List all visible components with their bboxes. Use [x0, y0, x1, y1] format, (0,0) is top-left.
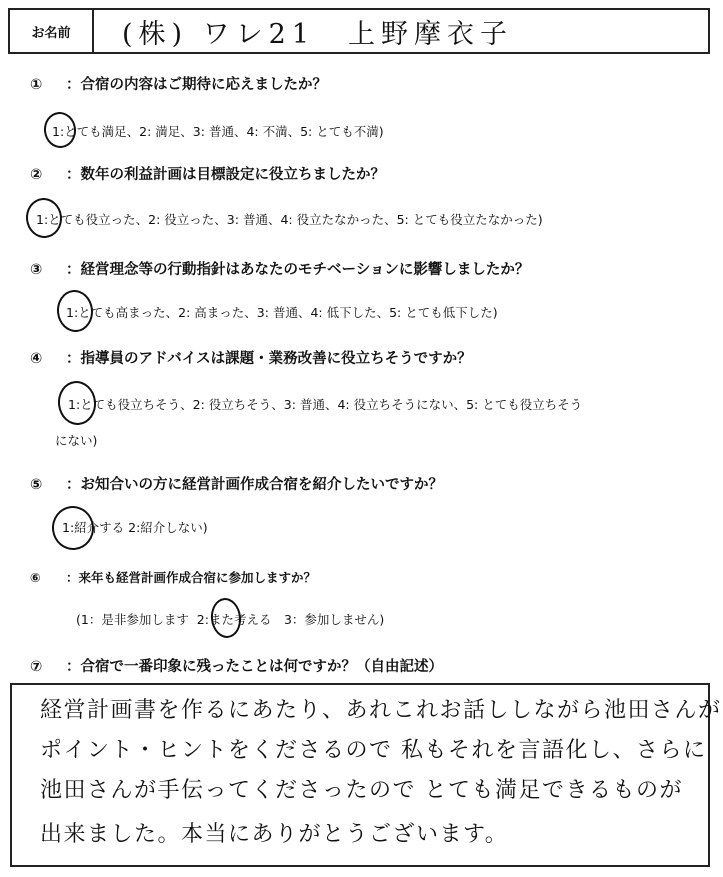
answer-options-1 [52, 122, 384, 140]
question-4 [30, 347, 472, 368]
option-list: とても高まった、2: 高まった、3: 普通、4: 低下した、5: とても低下した) [78, 305, 498, 320]
option-list: また考える 3：参加しません) [208, 612, 385, 627]
free-response-line: 出来ました。本当にありがとうございます。 [40, 822, 509, 847]
question-2 [30, 163, 385, 184]
question-text: ：数年の利益計画は目標設定に役立ちましたか？ [66, 167, 385, 183]
question-5 [30, 473, 443, 494]
option-list: 紹介する 2:紹介しない) [74, 520, 208, 535]
free-response-line: 池田さんが手伝ってくださったので とても満足できるものが [40, 778, 683, 803]
answer-circle-mark [42, 110, 78, 149]
question-number: ③ [30, 262, 43, 278]
question-number: ① [30, 77, 43, 93]
answer-circle-mark [55, 288, 95, 334]
option-list-before: (1：是非参加します [76, 612, 189, 627]
question-text: ：経営理念等の行動指針はあなたのモチベーションに影響しましたか？ [66, 262, 530, 278]
answer-circle-mark [50, 504, 96, 552]
option-list: とても満足、2: 満足、3: 普通、4: 不満、5: とても不満) [64, 124, 384, 139]
answer-options-4 [68, 395, 582, 413]
question-number: ⑥ [30, 570, 41, 585]
answer-options-2 [36, 210, 543, 228]
selected-option: 1: [36, 212, 49, 227]
answer-options-4-continued: にない) [55, 433, 98, 448]
name-label: お名前 [10, 10, 94, 52]
question-6 [30, 568, 316, 586]
name-field [8, 8, 710, 54]
option-list: とても役立った、2: 役立った、3: 普通、4: 役立たなかった、5: とても役立たなかった) [48, 212, 543, 227]
question-3 [30, 258, 529, 279]
question-7 [30, 655, 443, 676]
free-response-line: 経営計画書を作るにあたり、あれこれお話ししながら池田さんが [40, 698, 722, 723]
question-number: ⑤ [30, 477, 43, 493]
question-text: ：お知合いの方に経営計画作成合宿を紹介したいですか？ [66, 477, 443, 493]
question-text: ：指導員のアドバイスは課題・業務改善に役立ちそうですか？ [66, 351, 472, 367]
answer-circle-mark [56, 379, 98, 427]
selected-option: 2: [196, 612, 209, 627]
question-number: ② [30, 167, 43, 183]
option-list: とても役立ちそう、2: 役立ちそう、3: 普通、4: 役立ちそうにない、5: とても役立ちそう [80, 397, 583, 412]
free-response-box [10, 683, 722, 867]
question-number: ⑦ [30, 659, 43, 675]
answer-options-3 [66, 303, 498, 321]
name-value: (株) ワレ21 上野摩衣子 [122, 18, 514, 50]
selected-option: 1: [52, 124, 65, 139]
free-response-line: ポイント・ヒントをくださるので 私もそれを言語化し、さらに [40, 738, 707, 763]
question-text: ：来年も経営計画作成合宿に参加しますか？ [66, 570, 317, 585]
answer-circle-mark [24, 196, 64, 240]
selected-option: 1: [68, 397, 81, 412]
answer-circle-mark [209, 597, 243, 640]
question-number: ④ [30, 351, 43, 367]
question-text: ：合宿の内容はご期待に応えましたか？ [66, 77, 327, 93]
question-text: ：合宿で一番印象に残ったことは何ですか？（自由記述） [66, 659, 443, 675]
selected-option: 1: [66, 305, 79, 320]
question-1 [30, 73, 327, 94]
selected-option: 1: [62, 520, 75, 535]
